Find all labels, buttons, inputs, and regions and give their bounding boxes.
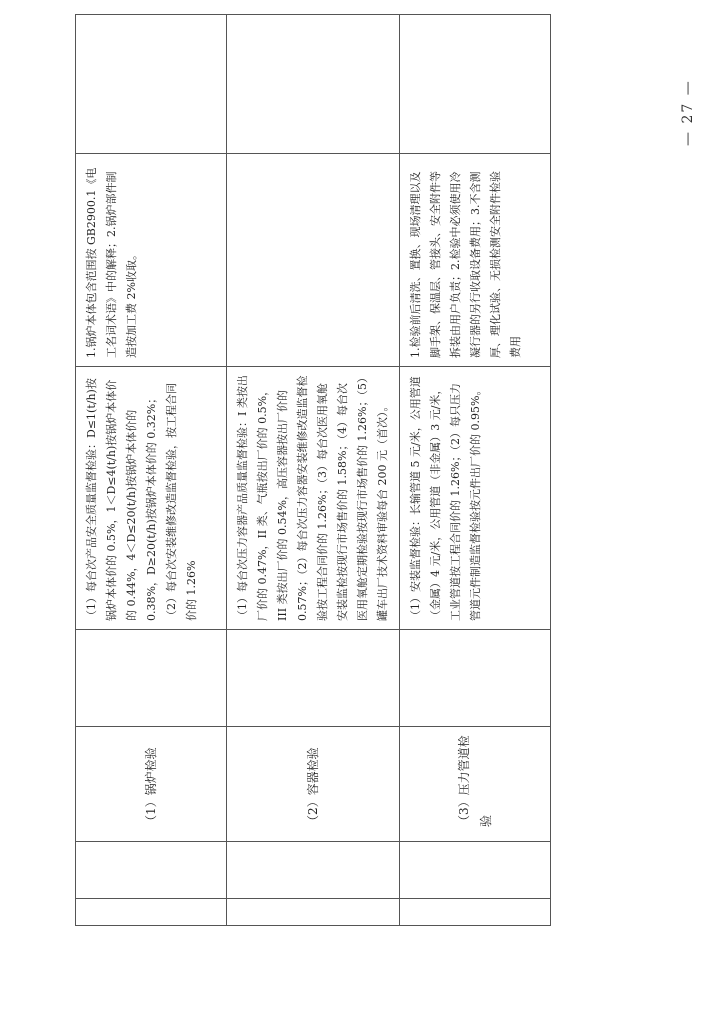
table-cell: [76, 842, 227, 899]
fee-standard: （1）每台次产品安全质量监督检验：D≤1(t/h)按锅炉本体价的 0.5%，1＜D≤4(t/h)按锅炉本体价的 0.44%，4＜D≤20(t/h)按锅炉本体价的 0.38%，D≥20(t/h)按锅炉本体价的 0.32%；（2）每台次安装维修改造监督检验，按工程合同价的 1.26%: [76, 367, 227, 630]
table-cell: [76, 15, 227, 154]
remark: 1.检验前后清洗、置换、现场清理以及脚手架、保温层、管接头、安全附件等拆装由用户负责；2.检验中必须使用冷凝行器的另行收取设备费用；3.不含测厚、理化试验、无损检测安全附件检验费用: [400, 154, 551, 367]
item-name: （3）压力管道检验: [400, 727, 551, 842]
table-cell: [400, 15, 551, 154]
fee-table: [75, 14, 551, 926]
table-row: [227, 15, 400, 926]
table-cell: [76, 899, 227, 926]
table-cell: [227, 15, 400, 154]
fee-standard: （1）每台次压力容器产品质量监督检验：I 类按出厂价的 0.47%，II 类、气瓶按出厂价的 0.5%，III 类按出厂价的 0.54%，高压容器按出厂价的 0.57%；（2）每台次压力容器安装维修改造监督检验按工程合同价的 1.26%；（3）每台次医用氧舱安装监检按现行市场售价的 1.58%；（4）每台次医用氧舱定期检验按现行市场售价的 1.26%；（5）罐车出厂技术资料审验每台 200 元（首次）。: [227, 367, 400, 630]
table-cell: [227, 899, 400, 926]
fee-standard: （1）安装监督检验：长输管道 5 元/米，公用管道（金属）4 元/米，公用管道（非金属）3 元/米，工业管道按工程合同价的 1.26%；（2）每只压力管道元件制造监督检验按元件出厂价的 0.95%。: [400, 367, 551, 630]
table-cell: [400, 899, 551, 926]
item-name: （1）锅炉检验: [76, 727, 227, 842]
remark: 1.锅炉本体包含范围按 GB2900.1《电工名词术语》中的解释；2.锅炉部件制造按加工费 2%收取。: [76, 154, 227, 367]
table-cell: [227, 842, 400, 899]
table-cell: [400, 630, 551, 727]
table-cell: [76, 630, 227, 727]
item-name: （2）容器检验: [227, 727, 400, 842]
page-number: — 27 —: [680, 79, 696, 146]
table-cell: [400, 842, 551, 899]
table-row: [76, 15, 227, 926]
table-row: [400, 15, 551, 926]
table-cell: [227, 630, 400, 727]
remark: [227, 154, 400, 367]
